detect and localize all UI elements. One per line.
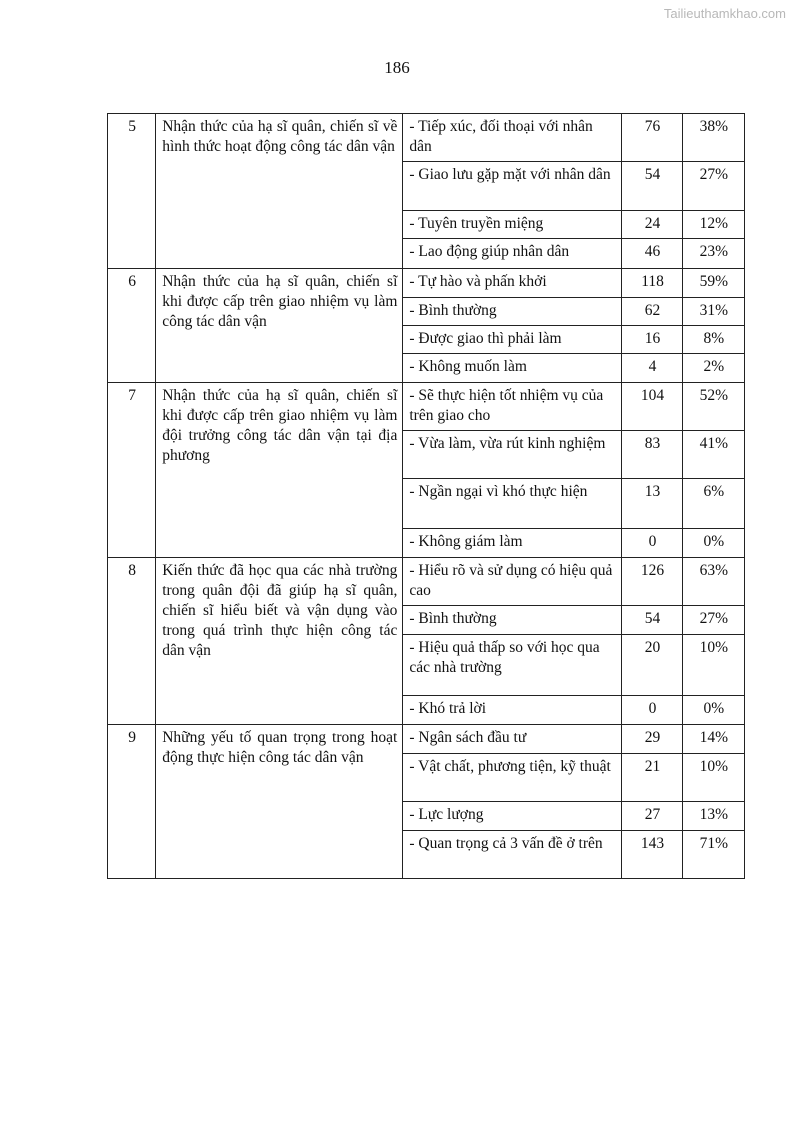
option-count: 0: [622, 529, 682, 558]
option-text: - Khó trả lời: [403, 696, 622, 725]
table-row: [108, 558, 745, 606]
option-text: - Hiệu quả thấp so với học qua các nhà trường: [403, 635, 622, 696]
option-percent: 27%: [682, 162, 744, 211]
option-percent: 0%: [682, 529, 744, 558]
option-count: 54: [622, 606, 682, 635]
watermark: Tailieuthamkhao.com: [663, 6, 786, 21]
survey-table: [107, 113, 745, 879]
option-percent: 8%: [682, 326, 744, 354]
option-percent: 14%: [682, 725, 744, 754]
option-count: 54: [622, 162, 682, 211]
row-number: 6: [108, 269, 156, 383]
option-text: - Được giao thì phải làm: [403, 326, 622, 354]
option-text: - Ngân sách đầu tư: [403, 725, 622, 754]
option-percent: 12%: [682, 211, 744, 239]
option-text: - Bình thường: [403, 606, 622, 635]
option-text: - Giao lưu gặp mặt với nhân dân: [403, 162, 622, 211]
option-text: - Tiếp xúc, đối thoại với nhân dân: [403, 114, 622, 162]
option-percent: 0%: [682, 696, 744, 725]
option-count: 76: [622, 114, 682, 162]
option-count: 0: [622, 696, 682, 725]
option-percent: 52%: [682, 383, 744, 431]
option-count: 104: [622, 383, 682, 431]
option-count: 27: [622, 802, 682, 831]
option-text: - Không giám làm: [403, 529, 622, 558]
option-text: - Sẽ thực hiện tốt nhiệm vụ của trên giao cho: [403, 383, 622, 431]
option-percent: 13%: [682, 802, 744, 831]
option-text: - Tự hào và phấn khởi: [403, 269, 622, 298]
option-count: 16: [622, 326, 682, 354]
option-count: 24: [622, 211, 682, 239]
option-text: - Bình thường: [403, 298, 622, 326]
option-percent: 10%: [682, 754, 744, 802]
question-cell: Nhận thức của hạ sĩ quân, chiến sĩ về hình thức hoạt động công tác dân vận: [156, 114, 403, 269]
row-number: 5: [108, 114, 156, 269]
option-count: 4: [622, 354, 682, 383]
option-text: - Hiểu rõ và sử dụng có hiệu quả cao: [403, 558, 622, 606]
option-count: 29: [622, 725, 682, 754]
option-text: - Tuyên truyền miệng: [403, 211, 622, 239]
table-row: [108, 269, 745, 298]
option-percent: 59%: [682, 269, 744, 298]
option-count: 62: [622, 298, 682, 326]
option-text: - Không muốn làm: [403, 354, 622, 383]
option-text: - Quan trọng cả 3 vấn đề ở trên: [403, 831, 622, 879]
page-number: 186: [384, 58, 410, 77]
option-percent: 2%: [682, 354, 744, 383]
table-row: [108, 383, 745, 431]
row-number: 9: [108, 725, 156, 879]
row-number: 8: [108, 558, 156, 725]
option-percent: 71%: [682, 831, 744, 879]
option-text: - Lao động giúp nhân dân: [403, 239, 622, 269]
option-percent: 23%: [682, 239, 744, 269]
table-row: [108, 725, 745, 754]
option-percent: 41%: [682, 431, 744, 479]
option-percent: 63%: [682, 558, 744, 606]
option-count: 13: [622, 479, 682, 529]
option-percent: 6%: [682, 479, 744, 529]
option-count: 143: [622, 831, 682, 879]
option-count: 83: [622, 431, 682, 479]
table-row: [108, 114, 745, 162]
question-cell: Kiến thức đã học qua các nhà trường trong quân đội đã giúp hạ sĩ quân, chiến sĩ hiểu biết và vận dụng vào trong quá trình thực hiện công tác dân vận: [156, 558, 403, 725]
option-percent: 10%: [682, 635, 744, 696]
option-text: - Vừa làm, vừa rút kinh nghiệm: [403, 431, 622, 479]
option-count: 21: [622, 754, 682, 802]
question-cell: Nhận thức của hạ sĩ quân, chiến sĩ khi được cấp trên giao nhiệm vụ làm công tác dân vận: [156, 269, 403, 383]
question-cell: Nhận thức của hạ sĩ quân, chiến sĩ khi được cấp trên giao nhiệm vụ làm đội trưởng công tác dân vận tại địa phương: [156, 383, 403, 558]
question-cell: Những yếu tố quan trọng trong hoạt động thực hiện công tác dân vận: [156, 725, 403, 879]
option-count: 126: [622, 558, 682, 606]
option-count: 46: [622, 239, 682, 269]
row-number: 7: [108, 383, 156, 558]
option-count: 20: [622, 635, 682, 696]
option-percent: 27%: [682, 606, 744, 635]
option-text: - Lực lượng: [403, 802, 622, 831]
option-count: 118: [622, 269, 682, 298]
option-percent: 31%: [682, 298, 744, 326]
option-text: - Ngần ngại vì khó thực hiện: [403, 479, 622, 529]
option-percent: 38%: [682, 114, 744, 162]
option-text: - Vật chất, phương tiện, kỹ thuật: [403, 754, 622, 802]
